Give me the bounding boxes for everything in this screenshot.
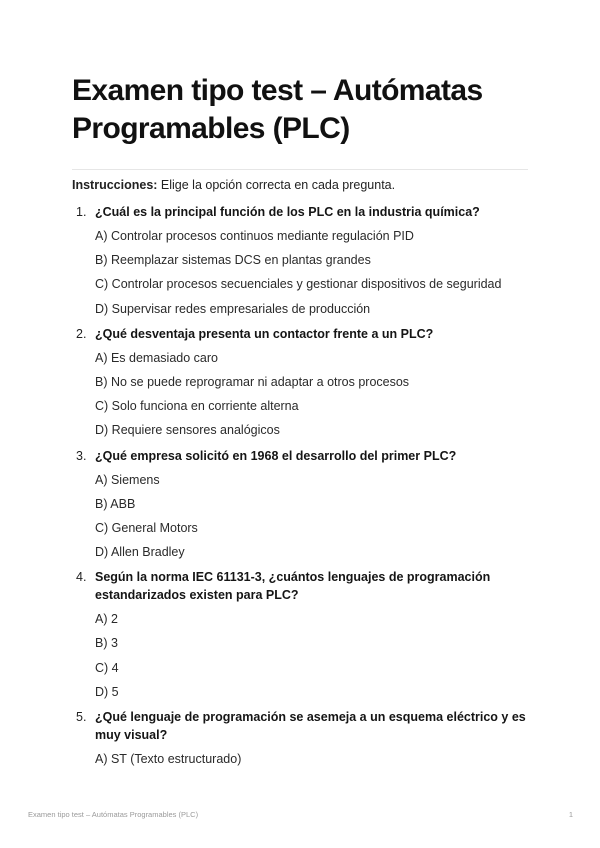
question-text: ¿Cuál es la principal función de los PLC en la industria química? [95, 205, 480, 219]
option-list [95, 472, 532, 561]
instructions-label: Instrucciones: [72, 178, 158, 192]
question-number: 3. [76, 448, 87, 463]
option-b: B) Reemplazar sistemas DCS en plantas grandes [95, 253, 371, 268]
instructions-text: Elige la opción correcta en cada pregunta. [157, 178, 396, 192]
option-c: C) Solo funciona en corriente alterna [95, 399, 299, 414]
option-list [95, 611, 532, 700]
question-text: ¿Qué desventaja presenta un contactor frente a un PLC? [95, 326, 434, 341]
question-5 [72, 708, 532, 767]
page-title: Examen tipo test – Autómatas Programables (PLC) [72, 74, 483, 145]
option-d: D) Requiere sensores analógicos [95, 423, 280, 438]
question-3 [72, 447, 532, 561]
option-c: C) General Motors [95, 520, 198, 535]
option-c: C) 4 [95, 660, 119, 675]
option-d: D) Supervisar redes empresariales de producción [95, 301, 371, 316]
title-divider [72, 169, 528, 170]
page-number: 1 [568, 810, 573, 819]
option-a: A) Es demasiado caro [95, 350, 218, 365]
option-d: D) 5 [95, 684, 119, 699]
question-text: Según la norma IEC 61131-3, ¿cuántos lenguajes de programación estandarizados existen para PLC? [95, 570, 491, 603]
option-a: A) ST (Texto estructurado) [95, 752, 242, 766]
option-b: B) No se puede reprogramar ni adaptar a otros procesos [95, 374, 410, 389]
question-1 [72, 203, 532, 317]
question-2 [72, 325, 532, 439]
option-list [95, 228, 532, 317]
question-number: 4. [76, 570, 87, 585]
question-number: 2. [76, 326, 87, 341]
option-a: A) Controlar procesos continuos mediante regulación PID [95, 229, 414, 243]
question-number: 5. [76, 710, 87, 724]
question-text: ¿Qué lenguaje de programación se asemeja a un esquema eléctrico y es muy visual? [95, 710, 526, 742]
option-list [95, 751, 532, 767]
option-a: A) Siemens [95, 472, 160, 487]
option-d: D) Allen Bradley [95, 545, 185, 560]
question-4 [72, 568, 532, 700]
instructions [72, 177, 395, 193]
option-b: B) ABB [95, 496, 136, 511]
option-list [95, 350, 532, 439]
question-text: ¿Qué empresa solicitó en 1968 el desarrollo del primer PLC? [95, 448, 457, 463]
question-number: 1. [76, 205, 87, 219]
question-list [72, 203, 532, 775]
footer-title: Examen tipo test – Autómatas Programables (PLC) [28, 810, 199, 819]
option-a: A) 2 [95, 612, 118, 627]
option-b: B) 3 [95, 636, 118, 651]
option-c: C) Controlar procesos secuenciales y gestionar dispositivos de seguridad [95, 277, 502, 292]
